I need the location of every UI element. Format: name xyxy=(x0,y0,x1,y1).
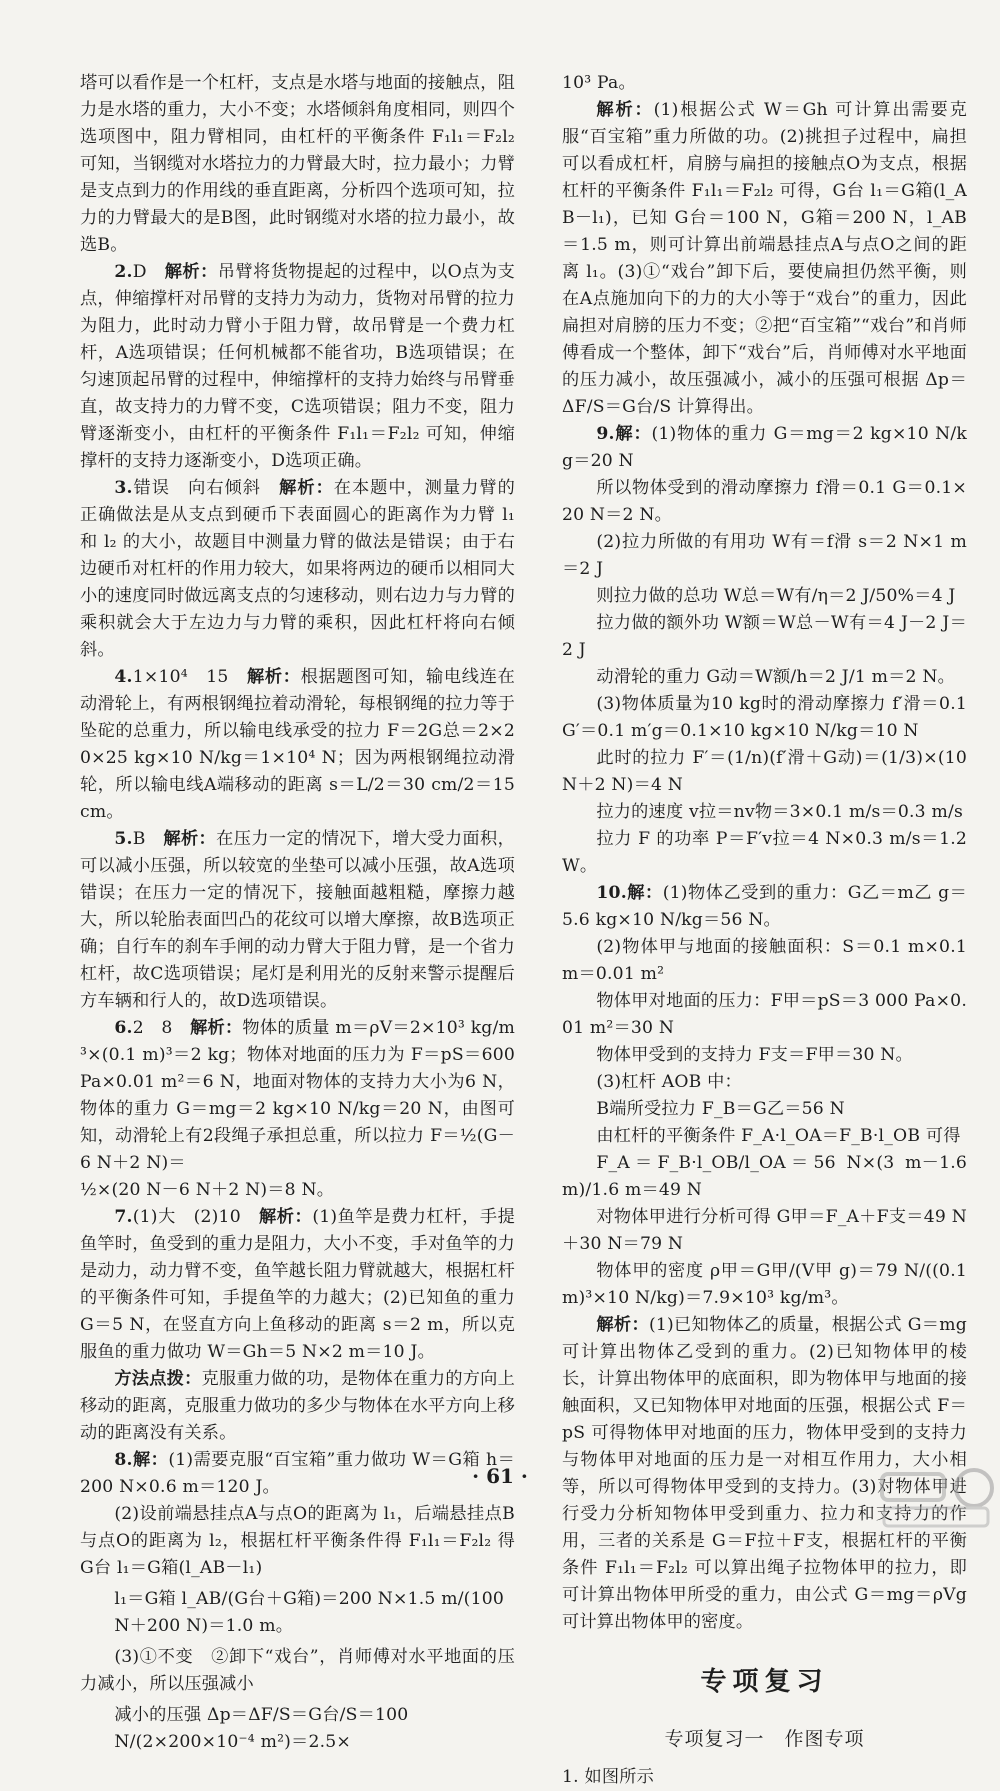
q8-jie-label: 解： xyxy=(132,1450,169,1470)
left-column xyxy=(80,70,515,1760)
q3-choice: 错误 向右倾斜 xyxy=(132,478,261,498)
method-tip-label: 方法点拨： xyxy=(114,1369,202,1389)
q2-choice: D xyxy=(132,262,147,282)
q10-line8: F_A＝F_B·l_OB/l_OA＝56 N×(3 m－1.6 m)/1.6 m＝49 N xyxy=(562,1153,967,1200)
q9-line5: 拉力做的额外功 W额＝W总－W有＝4 J－2 J＝2 J xyxy=(562,613,967,660)
q5-answer xyxy=(80,826,515,1015)
q10-line3: 物体甲对地面的压力：F甲＝pS＝3 000 Pa×0.01 m²＝30 N xyxy=(562,991,967,1038)
q5-choice: B xyxy=(132,829,146,849)
q7-explanation: (1)鱼竿是费力杠杆，手提鱼竿时，鱼受到的重力是阻力，大小不变，手对鱼竿的力是动力，动力臂不变，鱼竿越长阻力臂就越大，根据杠杆的平衡条件可知，手提鱼竿的力越大；(2)已知鱼的重力 G＝5 N，在竖直方向上鱼移动的距离 s＝2 m，所以克服鱼的重力做功 W＝Gh＝5 N×2 m＝10 J。 xyxy=(80,1207,515,1362)
method-tip-text: 克服重力做的功，是物体在重力的方向上移动的距离，克服重力做功的多少与物体在水平方向上移动的距离没有关系。 xyxy=(80,1369,515,1443)
q9-line7: (3)物体质量为10 kg时的滑动摩擦力 f′滑＝0.1 G′＝0.1 m′g＝0.1×10 kg×10 N/kg＝10 N xyxy=(562,694,967,741)
q9-jie-label: 解： xyxy=(614,424,652,444)
q8-jiexi-label: 解析： xyxy=(596,100,654,120)
q5-explanation: 在压力一定的情况下，增大受力面积，可以减小压强，所以较宽的坐垫可以减小压强，故A选项错误；在压力一定的情况下，接触面越粗糙，摩擦力越大，所以轮胎表面凹凸的花纹可以增大摩擦，故B选项正确；自行车的刹车手闸的动力臂大于阻力臂，是一个省力杠杆，故C选项错误；尾灯是利用光的反射来警示提醒后方车辆和行人的，故D选项错误。 xyxy=(80,829,515,1011)
q9-line10: 拉力 F 的功率 P＝F′v拉＝4 N×0.3 m/s＝1.2 W。 xyxy=(562,829,967,876)
q4-answer xyxy=(80,664,515,826)
q6-jiexi-label: 解析： xyxy=(190,1018,243,1038)
q10-jie-label: 解： xyxy=(626,883,663,903)
q10-line10: 物体甲的密度 ρ甲＝G甲/(V甲 g)＝79 N/((0.1 m)³×10 N/kg)＝7.9×10³ kg/m³。 xyxy=(562,1261,967,1308)
q9-line2: 所以物体受到的滑动摩擦力 f滑＝0.1 G＝0.1×20 N＝2 N。 xyxy=(562,478,967,525)
q9-number: 9. xyxy=(596,424,615,444)
method-tip xyxy=(80,1366,515,1447)
q5-jiexi-label: 解析： xyxy=(163,829,217,849)
q9-line1-text: (1)物体的重力 G＝mg＝2 kg×10 N/kg＝20 N xyxy=(562,424,967,471)
q7-jiexi-label: 解析： xyxy=(259,1207,313,1227)
right-column xyxy=(562,70,967,1791)
q6-answer xyxy=(80,1015,515,1177)
q7-number: 7. xyxy=(114,1207,133,1227)
q8-explanation xyxy=(562,97,967,421)
watermark-logo xyxy=(876,1466,996,1530)
q4-explanation: 根据题图可知，输电线连在动滑轮上，有两根钢绳拉着动滑轮，每根钢绳的拉力等于坠砣的总重力，所以输电线承受的拉力 F＝2G总＝2×20×25 kg×10 N/kg＝1×10⁴ N；因为两根钢绳拉动滑轮，所以输电线A端移动的距离 s＝L/2＝30 cm/2＝15 cm。 xyxy=(80,667,515,822)
q10-line4: 物体甲受到的支持力 F支＝F甲＝30 N。 xyxy=(596,1045,913,1065)
q10-line1 xyxy=(562,880,967,934)
section-item-1: 1. 如图所示 xyxy=(562,1767,655,1787)
q10-line5: (3)杠杆 AOB 中： xyxy=(596,1072,742,1092)
q2-number: 2. xyxy=(114,262,133,282)
q3-jiexi-label: 解析： xyxy=(279,478,334,498)
q6-explanation: 物体的质量 m＝ρV＝2×10³ kg/m³×(0.1 m)³＝2 kg；物体对地面的压力为 F＝pS＝600 Pa×0.01 m²＝6 N，地面对物体的支持力大小为6 N，物体的重力 G＝mg＝2 kg×10 N/kg＝20 N，由图可知，动滑轮上有2段绳子承担总重，所以拉力 F＝½(G－6 N＋2 N)＝ xyxy=(80,1018,515,1173)
q4-choice: 1×10⁴ 15 xyxy=(132,667,229,687)
q6-result-line: ½×(20 N－6 N＋2 N)＝8 N。 xyxy=(80,1180,335,1200)
q10-line9: 对物体甲进行分析可得 G甲＝F_A＋F支＝49 N＋30 N＝79 N xyxy=(562,1207,967,1254)
q8-part1-text: (1)需要克服“百宝箱”重力做功 W＝G箱 h＝200 N×0.6 m＝120 J。 xyxy=(80,1450,515,1497)
q9-line3: (2)拉力所做的有用功 W有＝f滑 s＝2 N×1 m＝2 J xyxy=(562,532,967,579)
q3-answer xyxy=(80,475,515,664)
q3-explanation: 在本题中，测量力臂的正确做法是从支点到硬币下表面圆心的距离作为力臂 l₁ 和 l₂ 的大小，故题目中测量力臂的做法是错误；由于右边硬币对杠杆的作用力较大，如果将两边的硬币以相同大小的速度同时做远离支点的匀速移动，则右边力与力臂的乘积就会大于左边力与力臂的乘积，因此杠杆将向右倾斜。 xyxy=(80,478,515,660)
q4-number: 4. xyxy=(114,667,133,687)
subsection-title: 专项复习一 作图专项 xyxy=(664,1728,865,1750)
q8-part2: (2)设前端悬挂点A与点O的距离为 l₁，后端悬挂点B与点O的距离为 l₂，根据杠杆平衡条件得 F₁l₁＝F₂l₂ 得 G台 l₁＝G箱(l_AB－l₁) xyxy=(80,1504,515,1578)
q2-answer xyxy=(80,259,515,475)
q9-line6: 动滑轮的重力 G动＝W额/h＝2 J/1 m＝2 N。 xyxy=(596,667,955,687)
page-number: · 61 · xyxy=(472,1464,528,1488)
q10-explanation-text: (1)已知物体乙的质量，根据公式 G＝mg 可计算出物体乙受到的重力。(2)已知物体甲的棱长，计算出物体甲的底面积，即为物体甲与地面的接触面积，又已知物体甲对地面的压强，根据公式 F＝pS 可得物体甲对地面的压力，物体甲受到的支持力与物体甲对地面的压力是一对相互作用力，大小相等，所以可得物体甲受到的支持力。(3)对物体甲进行受力分析知物体甲受到重力、拉力和支持力的作用，三者的关系是 G＝F拉＋F支，根据杠杆的平衡条件 F₁l₁＝F₂l₂ 可以算出绳子拉物体甲的拉力，即可计算出物体甲所受的重力，由公式 G＝mg＝ρVg 可计算出物体甲的密度。 xyxy=(562,1315,967,1632)
q10-line6: B端所受拉力 F_B＝G乙＝56 N xyxy=(596,1099,845,1119)
section-title: 专项复习 xyxy=(700,1667,829,1697)
q2-jiexi-label: 解析： xyxy=(164,262,218,282)
q7-choice: (1)大 (2)10 xyxy=(132,1207,241,1227)
q8-equation-l1: l₁＝G箱 l_AB/(G台＋G箱)＝200 N×1.5 m/(100 N＋200 N)＝1.0 m。 xyxy=(114,1589,504,1636)
q8-continuation: 10³ Pa。 xyxy=(562,73,636,93)
q8-number: 8. xyxy=(114,1450,133,1470)
q9-line4: 则拉力做的总功 W总＝W有/η＝2 J/50%＝4 J xyxy=(596,586,956,606)
q5-number: 5. xyxy=(114,829,133,849)
q10-number: 10. xyxy=(596,883,627,903)
q1-continuation: 塔可以看作是一个杠杆，支点是水塔与地面的接触点，阻力是水塔的重力，大小不变；水塔倾斜角度相同，则四个选项图中，阻力臂相同，由杠杆的平衡条件 F₁l₁＝F₂l₂ 可知，当钢缆对水塔拉力的力臂最大时，拉力最小；力臂是支点到力的作用线的垂直距离，分析四个选项可知，拉力的力臂最大的是B图，此时钢缆对水塔的拉力最小，故选B。 xyxy=(80,73,515,255)
q8-part3: (3)①不变 ②卸下“戏台”，肖师傅对水平地面的压力减小，所以压强减小 xyxy=(80,1647,515,1694)
q9-line1 xyxy=(562,421,967,475)
q9-line8: 此时的拉力 F′＝(1/n)(f′滑＋G动)＝(1/3)×(10 N＋2 N)＝4 N xyxy=(562,748,967,795)
q4-jiexi-label: 解析： xyxy=(246,667,301,687)
q6-choice: 2 8 xyxy=(132,1018,173,1038)
q10-line2: (2)物体甲与地面的接触面积：S＝0.1 m×0.1 m＝0.01 m² xyxy=(562,937,967,984)
q10-line1-text: (1)物体乙受到的重力：G乙＝m乙 g＝5.6 kg×10 N/kg＝56 N。 xyxy=(562,883,968,930)
q7-answer xyxy=(80,1204,515,1366)
q8-equation-pressure: 减小的压强 Δp＝ΔF/S＝G台/S＝100 N/(2×200×10⁻⁴ m²)＝2.5× xyxy=(114,1705,409,1752)
q8-explanation-text: (1)根据公式 W＝Gh 可计算出需要克服“百宝箱”重力所做的功。(2)挑担子过程中，扁担可以看成杠杆，肩膀与扁担的接触点O为支点，根据杠杆的平衡条件 F₁l₁＝F₂l₂ 可得，G台 l₁＝G箱(l_AB－l₁)，已知 G台＝100 N，G箱＝200 N，l_AB＝1.5 m，则可计算出前端悬挂点A与点O之间的距离 l₁。(3)①“戏台”卸下后，要使扁担仍然平衡，则在A点施加向下的力的大小等于“戏台”的重力，因此扁担对肩膀的压力不变；②把“百宝箱”“戏台”和肖师傅看成一个整体，卸下“戏台”后，肖师傅对水平地面的压力减小，故压强减小，减小的压强可根据 Δp＝ΔF/S＝G台/S 计算得出。 xyxy=(562,100,967,417)
q9-line9: 拉力的速度 v拉＝nv物＝3×0.1 m/s＝0.3 m/s xyxy=(596,802,963,822)
q10-jiexi-label: 解析： xyxy=(596,1315,649,1335)
q3-number: 3. xyxy=(114,478,133,498)
q2-explanation: 吊臂将货物提起的过程中，以O点为支点，伸缩撑杆对吊臂的支持力为动力，货物对吊臂的拉力为阻力，此时动力臂小于阻力臂，故吊臂是一个费力杠杆，A选项错误；任何机械都不能省功，B选项错误；在匀速顶起吊臂的过程中，伸缩撑杆的支持力始终与吊臂垂直，故支持力的力臂不变，C选项错误；阻力不变，阻力臂逐渐变小，由杠杆的平衡条件 F₁l₁＝F₂l₂ 可知，伸缩撑杆的支持力逐渐变小，D选项正确。 xyxy=(80,262,515,471)
q6-number: 6. xyxy=(114,1018,133,1038)
q10-line7: 由杠杆的平衡条件 F_A·l_OA＝F_B·l_OB 可得 xyxy=(596,1126,961,1146)
